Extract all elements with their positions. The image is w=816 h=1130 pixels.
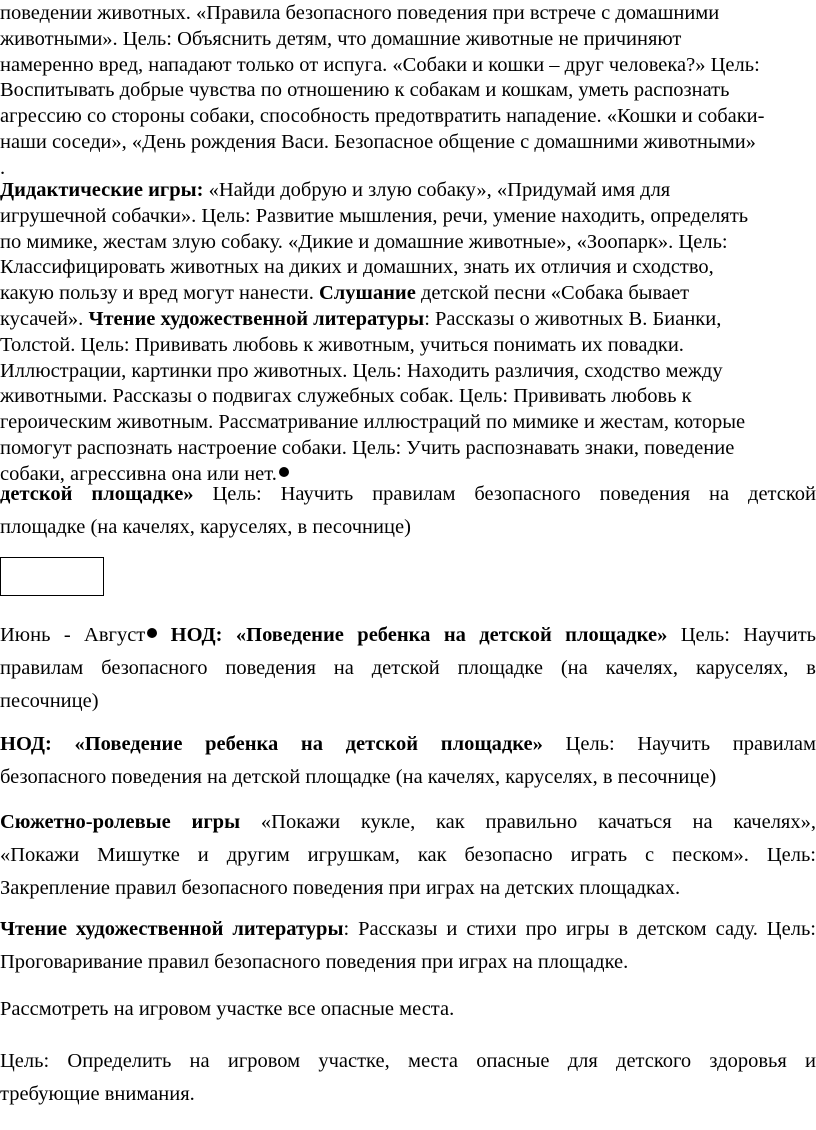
nod-heading: НОД: «Поведение ребенка на детской площадке» (170, 624, 668, 646)
text-line: Воспитывать добрые чувства по отношению к собакам и кошкам, уметь распознать (0, 79, 730, 102)
roleplay-paragraph (0, 806, 816, 905)
text-line: поведении животных. «Правила безопасного поведения при встрече с домашними (0, 2, 720, 24)
text-line: кусачей». Чтение художественной литературы: Рассказы о животных В. Бианки, (0, 307, 722, 330)
text-line: Рассмотреть на игровом участке все опасные места. (0, 998, 455, 1020)
bullet-icon (147, 628, 157, 638)
goal-paragraph (0, 1045, 816, 1111)
text-line: помогут распознать настроение собаки. Цель: Учить распознавать знаки, поведение (0, 436, 735, 459)
reading-paragraph (0, 913, 816, 979)
playground-heading: детской площадке» (0, 483, 194, 505)
text-line: наши соседи», «День рождения Васи. Безопасное общение с домашними животными» (0, 130, 756, 153)
empty-table-cell (0, 557, 104, 596)
text-line: правилам безопасного поведения на детской площадке (на качелях, каруселях, в (0, 657, 816, 679)
text-line: песочнице) (0, 690, 99, 712)
text-line: Классифицировать животных на диких и домашних, знать их отличия и сходство, (0, 256, 714, 279)
text-line: Цель: Определить на игровом участке, места опасные для детского здоровья и (0, 1050, 816, 1072)
text-line: Чтение художественной литературы: Рассказы и стихи про игры в детском саду. Цель: (0, 918, 816, 940)
didactic-paragraph (0, 178, 816, 488)
reading-heading: Чтение художественной литературы (88, 307, 425, 330)
text-line: намеренно вред, нападают только от испуга. «Собаки и кошки – друг человека?» Цель: (0, 53, 760, 76)
nod-paragraph (0, 728, 816, 794)
playground-fragment-paragraph (0, 478, 816, 544)
reading-heading: Чтение художественной литературы (0, 918, 344, 940)
text-line: Сюжетно-ролевые игры «Покажи кукле, как правильно качаться на качелях», (0, 811, 816, 833)
inspect-paragraph (0, 993, 816, 1026)
text-line: героическим животным. Рассматривание иллюстраций по мимике и жестам, которые (0, 411, 746, 434)
roleplay-heading: Сюжетно-ролевые игры (0, 811, 241, 833)
text-line: животными. Рассказы о подвигах служебных собак. Цель: Прививать любовь к (0, 385, 692, 408)
text-line: НОД: «Поведение ребенка на детской площадке» Цель: Научить правилам (0, 733, 816, 755)
summer-paragraph (0, 619, 816, 718)
text-line: площадке (на качелях, каруселях, в песочнице) (0, 516, 411, 538)
period-label: Июнь - Август (0, 624, 146, 646)
didactic-heading: Дидактические игры: (0, 179, 204, 201)
text-line: какую пользу и вред могут нанести. Слушание детской песни «Собака бывает (0, 282, 690, 305)
text-line: «Покажи Мишутке и другим игрушкам, как безопасно играть с песком». Цель: (0, 844, 816, 866)
bullet-icon (279, 467, 289, 477)
text-line: детской площадке» Цель: Научить правилам безопасного поведения на детской (0, 483, 816, 505)
text-line: агрессию со стороны собаки, способность предотвратить нападение. «Кошки и собаки- (0, 105, 765, 128)
listening-heading: Слушание (318, 282, 416, 305)
text-line: Проговаривание правил безопасного поведения при играх на площадке. (0, 951, 629, 973)
text-line: игрушечной собачки». Цель: Развитие мышления, речи, умение находить, определять (0, 204, 749, 227)
text-line: собаки, агрессивна она или нет. (0, 462, 816, 488)
text-line: животными». Цель: Объяснить детям, что домашние животные не причиняют (0, 27, 682, 50)
text-line: безопасного поведения на детской площадке (на качелях, каруселях, в песочнице) (0, 766, 717, 788)
text-line: Иллюстрации, картинки про животных. Цель: Находить различия, сходство между (0, 359, 723, 382)
intro-paragraph (0, 1, 816, 182)
text-line: . (0, 156, 6, 179)
text-line: Закрепление правил безопасного поведения при играх на детских площадках. (0, 877, 681, 899)
nod-heading: НОД: «Поведение ребенка на детской площадке» (0, 733, 543, 755)
text-line: требующие внимания. (0, 1083, 195, 1105)
text-line: Толстой. Цель: Прививать любовь к животным, учиться понимать их повадки. (0, 333, 684, 356)
text-line: Июнь - Август НОД: «Поведение ребенка на детской площадке» Цель: Научить (0, 624, 816, 646)
text-line: Дидактические игры: «Найди добрую и злую собаку», «Придумай имя для (0, 179, 671, 201)
text-line: по мимике, жестам злую собаку. «Дикие и домашние животные», «Зоопарк». Цель: (0, 230, 728, 253)
